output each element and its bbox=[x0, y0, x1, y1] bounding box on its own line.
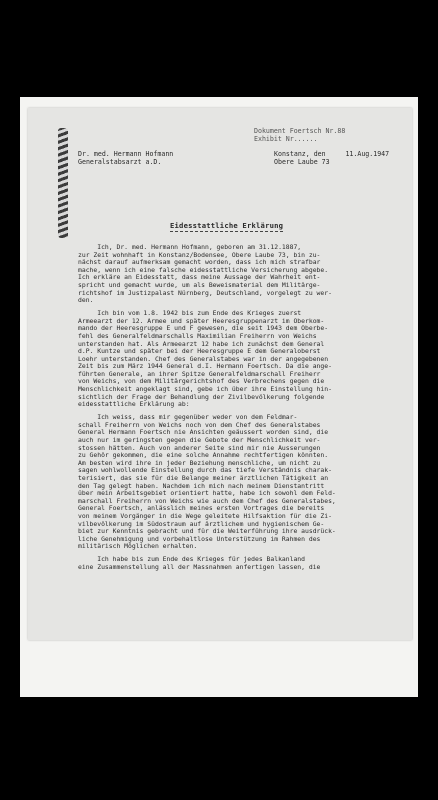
paragraph-2 bbox=[78, 310, 408, 409]
text-line: nächst darauf aufmerksam gemacht worden, dass ich mich strafbar bbox=[78, 259, 321, 267]
document-stamp bbox=[254, 128, 404, 143]
sender-name: Dr. med. Hermann Hofmann bbox=[78, 150, 174, 158]
paragraph-3 bbox=[78, 414, 408, 551]
text-line: sichtlich der Frage der Behandlung der Zivilbevölkerung folgende bbox=[78, 393, 325, 401]
text-line: spricht und gemacht wurde, um als Beweismaterial dem Militärge- bbox=[78, 281, 321, 289]
text-line: mache, wenn ich eine falsche eidesstattliche Versicherung abgebe. bbox=[78, 266, 329, 274]
text-line: von Weichs, von dem Militärgerichtshof des Verbrechens gegen die bbox=[78, 378, 325, 386]
text-line: den Tag gelegt haben. Nachdem ich mich nach meinem Dienstantritt bbox=[78, 482, 325, 490]
text-line: fehl des Generalfeldmarschalls Maximilian Freiherrn von Weichs bbox=[78, 332, 317, 340]
sender-title: Generalstabsarzt a.D. bbox=[78, 158, 162, 166]
text-line: über mein Arbeitsgebiet orientiert hatte, habe ich sowohl dem Feld- bbox=[78, 490, 336, 498]
text-line: marschall Freiherrn von Weichs wie auch dem Chef des Generalstabes, bbox=[78, 497, 336, 505]
text-line: eine Zusammenstellung all der Massnahmen anfertigen lassen, die bbox=[78, 563, 321, 571]
text-line: stossen hätten. Auch von anderer Seite sind mir nie Äusserungen bbox=[78, 444, 321, 452]
text-line: unterstanden hat. Als Armeearzt 12 habe ich zunächst dem General bbox=[78, 340, 325, 348]
place-date: Konstanz, den 11.Aug.1947 bbox=[274, 150, 390, 158]
binding-cord bbox=[58, 128, 68, 238]
body-text bbox=[78, 244, 408, 577]
text-line: biet zur Kenntnis gebracht und für die Weiterführung ihre ausdrück- bbox=[78, 528, 336, 536]
text-line: Menschlichkeit angeklagt sind, gebe ich über ihre Einstellung hin- bbox=[78, 386, 332, 394]
date-block bbox=[274, 150, 414, 166]
text-line: d.P. Kuntze und später bei der Heeresgruppe E dem Generaloberst bbox=[78, 348, 321, 356]
text-line: Loehr unterstanden. Chef des Generalstabes war in der angegebenen bbox=[78, 355, 329, 363]
text-line: Ich bin vom 1.8. 1942 bis zum Ende des Krieges zuerst bbox=[78, 310, 302, 318]
paragraph-1 bbox=[78, 244, 408, 305]
text-line: sagen wohlwollende Einstellung durch das tiefe Verständnis charak- bbox=[78, 467, 332, 475]
text-line: schall Freiherrn von Weichs noch von dem Chef des Generalstabes bbox=[78, 421, 321, 429]
text-line: auch nur im geringsten gegen die Gebote der Menschlichkeit ver- bbox=[78, 437, 321, 445]
text-line: den. bbox=[78, 297, 94, 305]
text-line: terisiert, das sie für die Belange meiner ärztlichen Tätigkeit an bbox=[78, 475, 329, 482]
text-line: militärisch Möglichen erhalten. bbox=[78, 543, 198, 551]
text-line: Ich, Dr. med. Hermann Hofmann, geboren am 31.12.1887, bbox=[78, 244, 302, 251]
text-line: zu Gehör gekommen, die eine solche Annahme rechtfertigen könnten. bbox=[78, 452, 329, 460]
text-line: zur Zeit wohnhaft in Konstanz/Bodensee, Obere Laube 73, bin zu- bbox=[78, 251, 321, 259]
text-line: mando der Heeresgruppe E und F gewesen, die seit 1943 dem Oberbe- bbox=[78, 325, 329, 333]
paragraph-4 bbox=[78, 556, 408, 571]
sender-block bbox=[78, 150, 208, 166]
text-line: richtshof im Justizpalast Nürnberg, Deutschland, vorgelegt zu wer- bbox=[78, 289, 332, 297]
text-line: General Foertsch, anlässlich meines ersten Vortrages die bereits bbox=[78, 505, 325, 513]
address: Obere Laube 73 bbox=[274, 158, 330, 166]
text-line: liche Genehmigung und vorbehaltlose Unterstützung im Rahmen des bbox=[78, 535, 321, 543]
text-line: General Hermann Foertsch nie Ansichten geäussert worden sind, die bbox=[78, 429, 329, 437]
text-line: Armeearzt der 12. Armee und später Heeresgruppenarzt im Oberkom- bbox=[78, 317, 325, 325]
stamp-line-1: Dokument Foertsch Nr.88 bbox=[254, 127, 346, 135]
text-line: führten Generale, an ihrer Spitze Generalfeldmarschall Freiherr bbox=[78, 370, 321, 378]
text-line: von meinem Vorgänger in die Wege geleitete Hilfsaktion für die Zi- bbox=[78, 512, 332, 520]
text-line: eidesstattliche Erklärung ab: bbox=[78, 401, 190, 409]
text-line: Zeit bis zum März 1944 General d.I. Hermann Foertsch. Da die ange- bbox=[78, 363, 332, 371]
document-title: Eidesstattliche Erklärung bbox=[170, 221, 284, 230]
text-line: Ich habe bis zum Ende des Krieges für jedes Balkanland bbox=[78, 556, 306, 564]
text-line: vilbevölkerung im Südostraum auf ärztlichem und hygienischem Ge- bbox=[78, 520, 325, 528]
text-line: Am besten wird ihre in jeder Beziehung menschliche, um nicht zu bbox=[78, 459, 321, 467]
text-line: Ich erkläre an Eidesstatt, dass meine Aussage der Wahrheit ent- bbox=[78, 274, 321, 282]
text-line: Ich weiss, dass mir gegenüber weder von dem Feldmar- bbox=[78, 414, 298, 422]
stamp-line-2: Exhibit Nr...... bbox=[254, 134, 318, 143]
